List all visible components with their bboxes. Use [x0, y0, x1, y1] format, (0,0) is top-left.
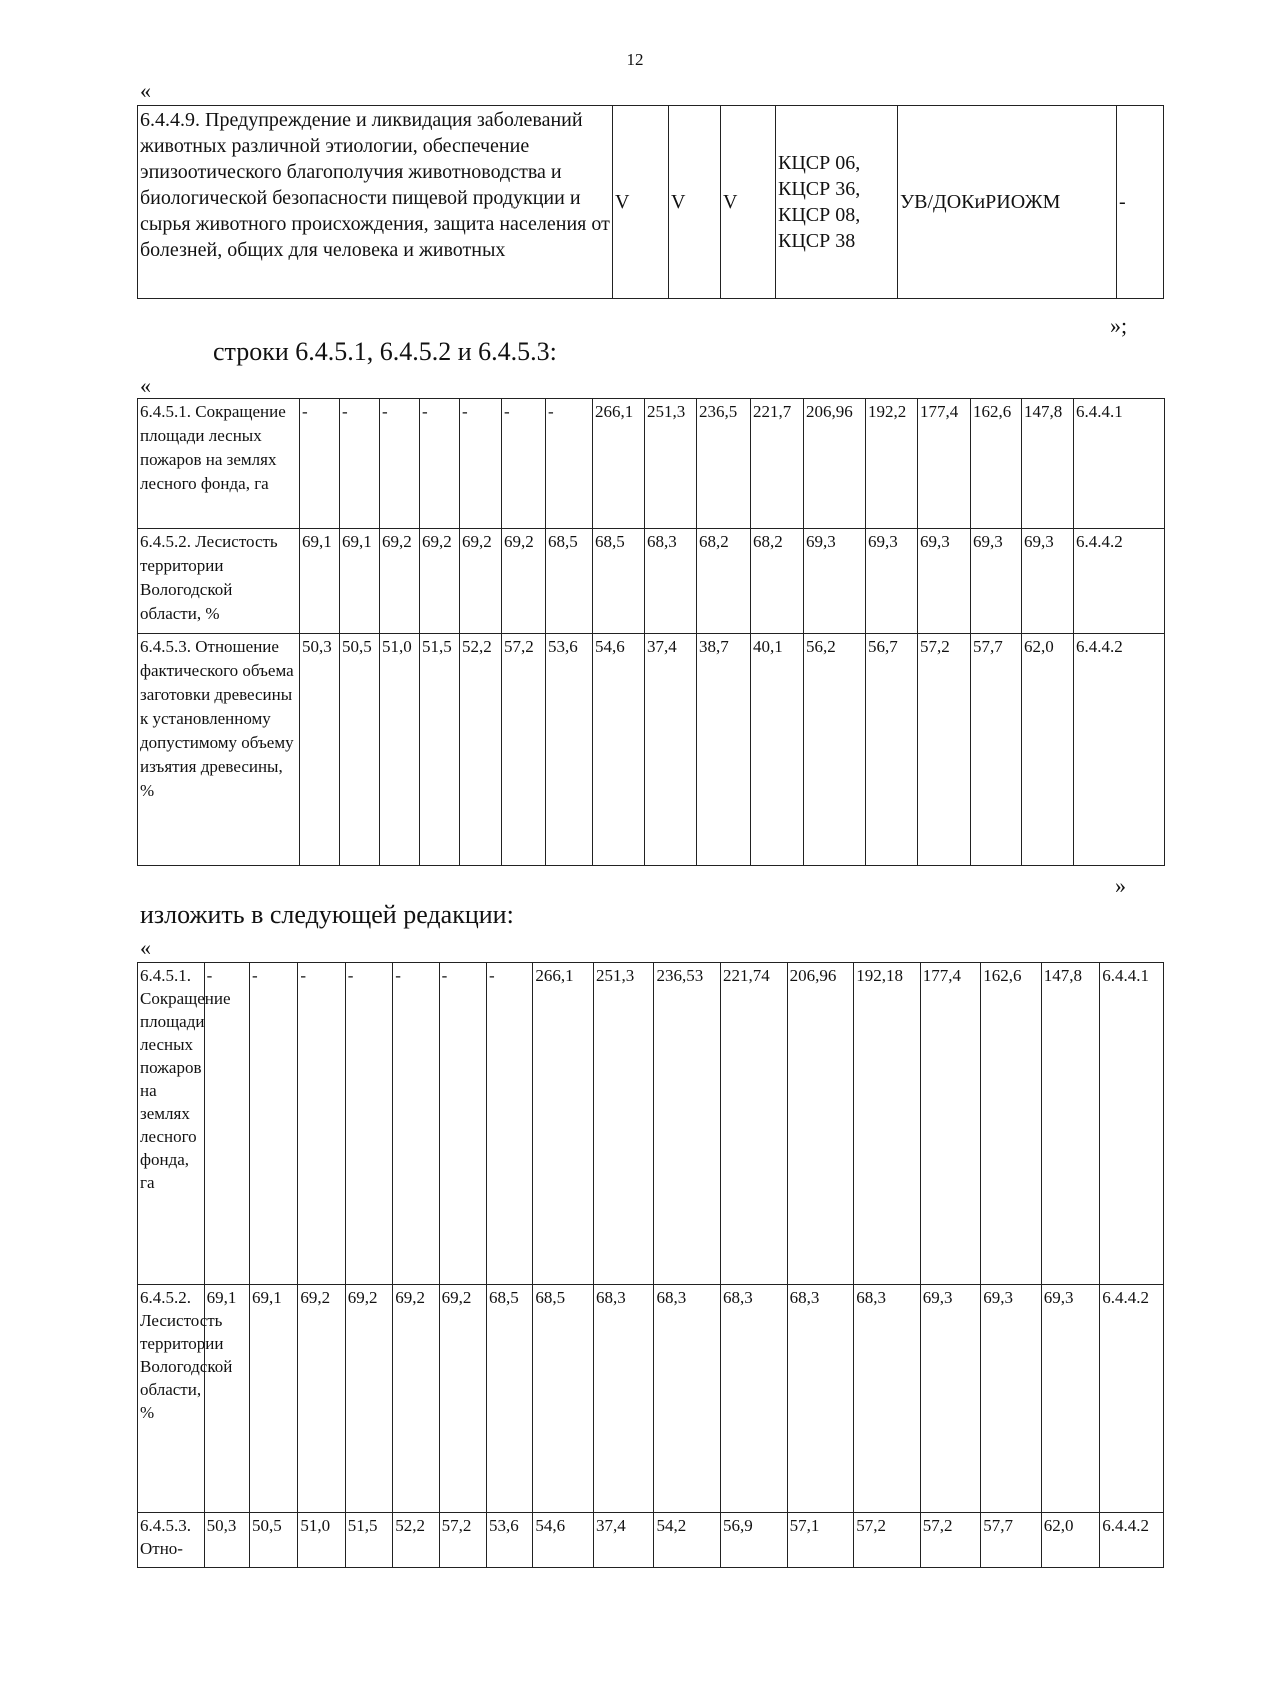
table-cell: 69,2: [420, 529, 460, 634]
table-cell: 236,5: [697, 399, 751, 529]
table-cell: 57,2: [502, 634, 546, 866]
table-cell: -: [345, 963, 392, 1285]
open-quote: «: [140, 935, 151, 960]
row-label: 6.4.4.9. Предупреждение и ликвидация заболеваний животных различной этиологии, обеспечение эпизоотического благополучия животноводства и биологической безопасности пищевой продукции и сырья животного происхождения, защита населения от болезней, общих для человека и животных: [138, 106, 613, 299]
table-cell: 69,3: [971, 529, 1022, 634]
table-cell: 57,2: [918, 634, 971, 866]
table-cell: 192,2: [866, 399, 918, 529]
table-cell: 56,9: [721, 1513, 788, 1568]
table-cell: 69,2: [393, 1285, 439, 1513]
table-cell: -: [298, 963, 345, 1285]
table-old-rows: [137, 398, 1165, 866]
table-cell: 6.4.4.2: [1100, 1513, 1164, 1568]
table-cell: 69,2: [460, 529, 502, 634]
table-cell: 221,7: [751, 399, 804, 529]
table-cell: 68,3: [593, 1285, 654, 1513]
table-cell: 6.4.4.1: [1100, 963, 1164, 1285]
table-cell: 177,4: [920, 963, 981, 1285]
table-cell: 6.4.4.2: [1100, 1285, 1164, 1513]
table-cell: 69,3: [804, 529, 866, 634]
table-row: [138, 963, 1164, 1285]
row-label: 6.4.5.2. Лесистость территории Вологодской области, %: [138, 529, 300, 634]
table-cell: 266,1: [593, 399, 645, 529]
row-label: 6.4.5.1. Сокращение площади лесных пожаров на землях лесного фонда, га: [138, 399, 300, 529]
table-cell: 62,0: [1022, 634, 1074, 866]
table-cell: 69,3: [920, 1285, 981, 1513]
table-cell: 69,2: [298, 1285, 345, 1513]
table-cell: 38,7: [697, 634, 751, 866]
table-cell: -: [249, 963, 297, 1285]
table-new-rows: [137, 962, 1164, 1568]
table-cell: -: [204, 963, 249, 1285]
table-cell: 69,1: [340, 529, 380, 634]
table-cell: КЦСР 06, КЦСР 36, КЦСР 08, КЦСР 38: [776, 106, 898, 299]
table-cell: 53,6: [487, 1513, 533, 1568]
table-cell: 69,3: [1022, 529, 1074, 634]
table-row: [138, 1513, 1164, 1568]
table-cell: 68,2: [697, 529, 751, 634]
table-cell: 68,5: [533, 1285, 594, 1513]
table-cell: 62,0: [1041, 1513, 1100, 1568]
table-row: [138, 399, 1165, 529]
table-cell: 57,2: [439, 1513, 486, 1568]
table-cell: 56,7: [866, 634, 918, 866]
table-cell: 6.4.4.2: [1074, 634, 1165, 866]
table-cell: УВ/ДОКиРИОЖМ: [898, 106, 1117, 299]
table-cell: 57,7: [981, 1513, 1042, 1568]
page-number: 12: [626, 50, 644, 69]
table-cell: 69,2: [502, 529, 546, 634]
table-cell: 50,5: [340, 634, 380, 866]
table-cell: -: [1117, 106, 1164, 299]
row-label: 6.4.5.2. Лесистость территории Вологодской области, %: [138, 1285, 205, 1513]
table-cell: 51,0: [298, 1513, 345, 1568]
table-cell: 37,4: [645, 634, 697, 866]
table-cell: 68,5: [487, 1285, 533, 1513]
table-cell: 69,2: [439, 1285, 486, 1513]
table-cell: 206,96: [787, 963, 854, 1285]
table-cell: 69,1: [300, 529, 340, 634]
table-row: [138, 529, 1165, 634]
table-cell: -: [393, 963, 439, 1285]
open-quote: «: [140, 78, 151, 103]
table-cell: 54,6: [533, 1513, 594, 1568]
table-cell: 147,8: [1041, 963, 1100, 1285]
table-cell: 51,0: [380, 634, 420, 866]
table-cell: 56,2: [804, 634, 866, 866]
table-cell: -: [380, 399, 420, 529]
table-cell: 53,6: [546, 634, 593, 866]
table-cell: 57,2: [854, 1513, 921, 1568]
table-cell: -: [546, 399, 593, 529]
table-cell: 54,6: [593, 634, 645, 866]
table-cell: 50,3: [204, 1513, 249, 1568]
table-cell: 69,3: [918, 529, 971, 634]
table-6-4-4-9: [137, 105, 1164, 299]
table-cell: 52,2: [460, 634, 502, 866]
table-cell: 68,3: [654, 1285, 721, 1513]
table-cell: 6.4.4.1: [1074, 399, 1165, 529]
table-cell: 162,6: [971, 399, 1022, 529]
table-cell: -: [420, 399, 460, 529]
table-cell: -: [502, 399, 546, 529]
table-cell: 69,3: [866, 529, 918, 634]
table-cell: 251,3: [593, 963, 654, 1285]
table-cell: 206,96: [804, 399, 866, 529]
table-row: [138, 634, 1165, 866]
table-cell: 68,5: [546, 529, 593, 634]
table-cell: 50,5: [249, 1513, 297, 1568]
close-quote: »: [1115, 873, 1126, 898]
table-cell: -: [439, 963, 486, 1285]
table-cell: V: [721, 106, 776, 299]
section-heading-rows: строки 6.4.5.1, 6.4.5.2 и 6.4.5.3:: [213, 337, 557, 366]
table-cell: 69,2: [380, 529, 420, 634]
table-cell: 69,1: [204, 1285, 249, 1513]
table-row: [138, 106, 1164, 299]
table-cell: 69,3: [1041, 1285, 1100, 1513]
table-cell: V: [613, 106, 669, 299]
table-cell: 57,1: [787, 1513, 854, 1568]
table-cell: 69,3: [981, 1285, 1042, 1513]
table-cell: V: [669, 106, 721, 299]
row-label: 6.4.5.3. Отно-: [138, 1513, 205, 1568]
table-cell: 6.4.4.2: [1074, 529, 1165, 634]
table-cell: 69,1: [249, 1285, 297, 1513]
table-row: [138, 1285, 1164, 1513]
table-cell: 68,3: [645, 529, 697, 634]
table-cell: 192,18: [854, 963, 921, 1285]
table-cell: 69,2: [345, 1285, 392, 1513]
table-cell: 54,2: [654, 1513, 721, 1568]
row-label: 6.4.5.3. Отношение фактического объема заготовки древесины к установленному допустимому объему изъятия древесины, %: [138, 634, 300, 866]
close-quote: »;: [1110, 313, 1128, 338]
table-cell: 51,5: [420, 634, 460, 866]
table-cell: -: [340, 399, 380, 529]
table-cell: 51,5: [345, 1513, 392, 1568]
table-cell: 266,1: [533, 963, 594, 1285]
table-cell: 68,3: [854, 1285, 921, 1513]
table-cell: 68,3: [721, 1285, 788, 1513]
table-cell: 177,4: [918, 399, 971, 529]
open-quote: «: [140, 373, 151, 398]
table-cell: 162,6: [981, 963, 1042, 1285]
row-label: 6.4.5.1. Сокращение площади лесных пожаров на землях лесного фонда, га: [138, 963, 205, 1285]
table-cell: 40,1: [751, 634, 804, 866]
table-cell: 57,2: [920, 1513, 981, 1568]
table-cell: 236,53: [654, 963, 721, 1285]
table-cell: -: [460, 399, 502, 529]
table-cell: 37,4: [593, 1513, 654, 1568]
table-cell: 52,2: [393, 1513, 439, 1568]
table-cell: 68,3: [787, 1285, 854, 1513]
table-cell: 68,5: [593, 529, 645, 634]
table-cell: -: [300, 399, 340, 529]
table-cell: 50,3: [300, 634, 340, 866]
section-heading-edit: изложить в следующей редакции:: [140, 900, 514, 929]
table-cell: -: [487, 963, 533, 1285]
table-cell: 251,3: [645, 399, 697, 529]
table-cell: 68,2: [751, 529, 804, 634]
table-cell: 147,8: [1022, 399, 1074, 529]
table-cell: 221,74: [721, 963, 788, 1285]
table-cell: 57,7: [971, 634, 1022, 866]
